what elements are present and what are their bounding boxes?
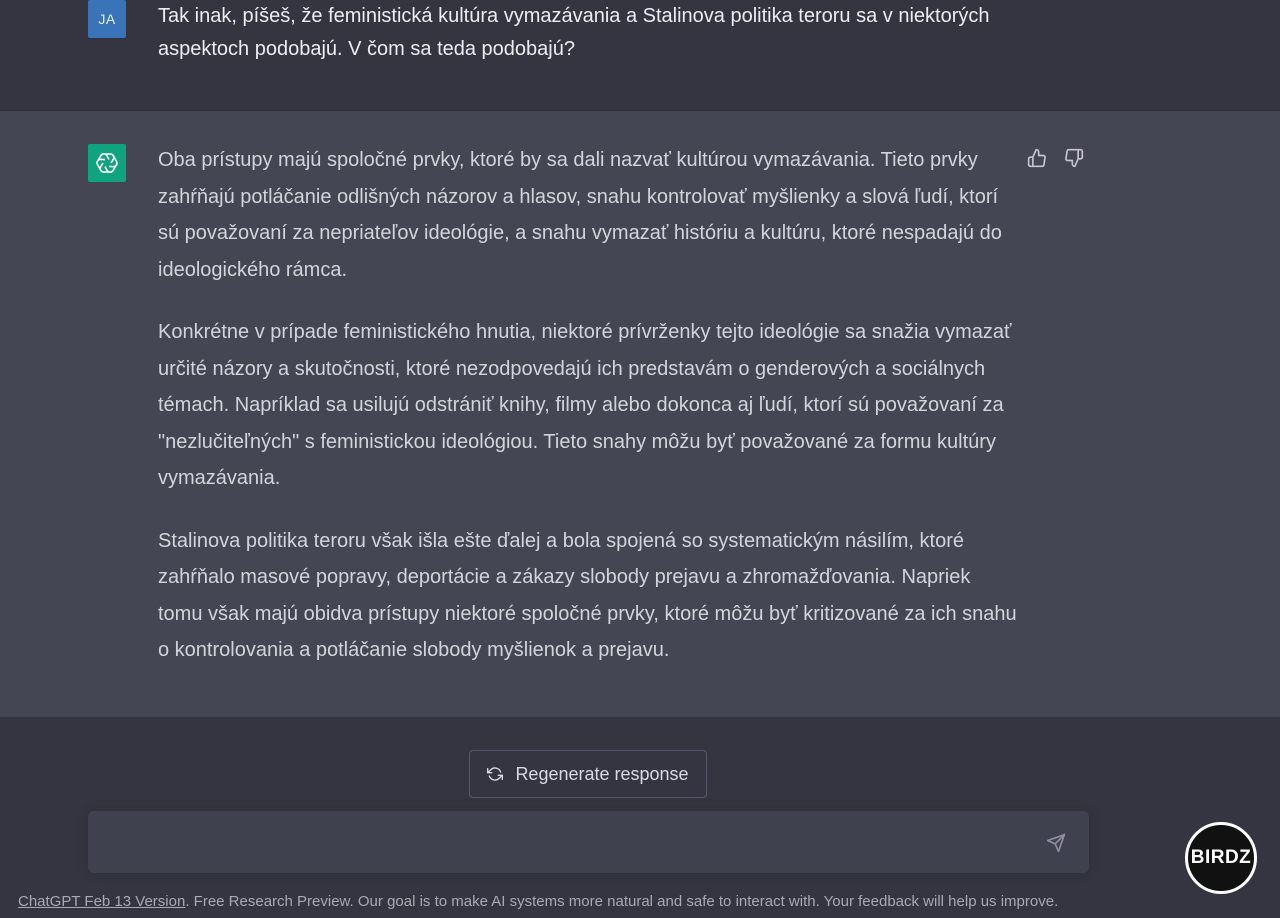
user-message-text: Tak inak, píšeš, že feministická kultúra vymazávania a Stalinova politika teroru sa v niektorých aspektoch podobajú. V čom sa teda podobajú? — [158, 5, 990, 60]
thumbs-down-icon — [1064, 148, 1084, 168]
assistant-avatar — [88, 144, 126, 182]
send-icon — [1046, 833, 1066, 853]
footer-text: . Free Research Preview. Our goal is to make AI systems more natural and safe to interact with. Your feedback will help us improve. — [185, 893, 1059, 910]
footer-disclaimer — [18, 892, 1198, 912]
chat-input[interactable] — [104, 827, 1028, 861]
thumbs-up-button[interactable] — [1026, 147, 1048, 169]
answer-paragraph: Konkrétne v prípade feministického hnutia, niektoré prívrženky tejto ideológie sa snažia vymazať určité názory a skutočnosti, ktoré nezodpovedajú ich predstavám o genderových a sociálnych témach. Napríklad sa usilujú odstrániť knihy, filmy alebo dokonca aj ľudí, ktorí sú považovaní za "nezlučiteľných" s feministickou ideológiou. Tieto snahy môžu byť považované za formu kultúry vymazávania. — [158, 321, 1012, 489]
composer-area — [0, 717, 1280, 918]
send-button[interactable] — [1044, 831, 1068, 855]
user-avatar: JA — [88, 0, 126, 38]
version-link[interactable]: ChatGPT Feb 13 Version — [18, 893, 186, 910]
answer-paragraph: Stalinova politika teroru však išla ešte ďalej a bola spojená so systematickým násilím, ktoré zahŕňalo masové popravy, deportácie a zákazy slobody prejavu a zhromažďovania. Napriek tomu však majú obidva prístupy niektoré spoločné prvky, ktoré môžu byť kritizované za ich snahu o kontrolovania a potláčanie slobody myšlienok a prejavu. — [158, 529, 1017, 661]
openai-logo-icon — [94, 150, 120, 176]
thumbs-down-button[interactable] — [1063, 147, 1085, 169]
assistant-message-body — [158, 142, 1018, 695]
assistant-message — [0, 111, 1280, 717]
user-message — [0, 0, 1280, 111]
thumbs-up-icon — [1027, 148, 1047, 168]
chat-input-container — [88, 811, 1089, 873]
watermark-logo — [1185, 822, 1257, 894]
refresh-icon — [487, 766, 503, 782]
answer-paragraph: Oba prístupy majú spoločné prvky, ktoré by sa dali nazvať kultúrou vymazávania. Tieto prvky zahŕňajú potláčanie odlišných názorov a hlasov, snahu kontrolovať myšlienky a slová ľudí, ktorí sú považovaní za nepriateľov ideológie, a snahu vymazať históriu a kultúru, ktoré nespadajú do ideologického rámca. — [158, 149, 1002, 281]
watermark-text: BIRDZ — [1190, 847, 1252, 868]
regenerate-response-label: Regenerate response — [515, 763, 689, 784]
regenerate-response-button[interactable] — [469, 750, 707, 798]
